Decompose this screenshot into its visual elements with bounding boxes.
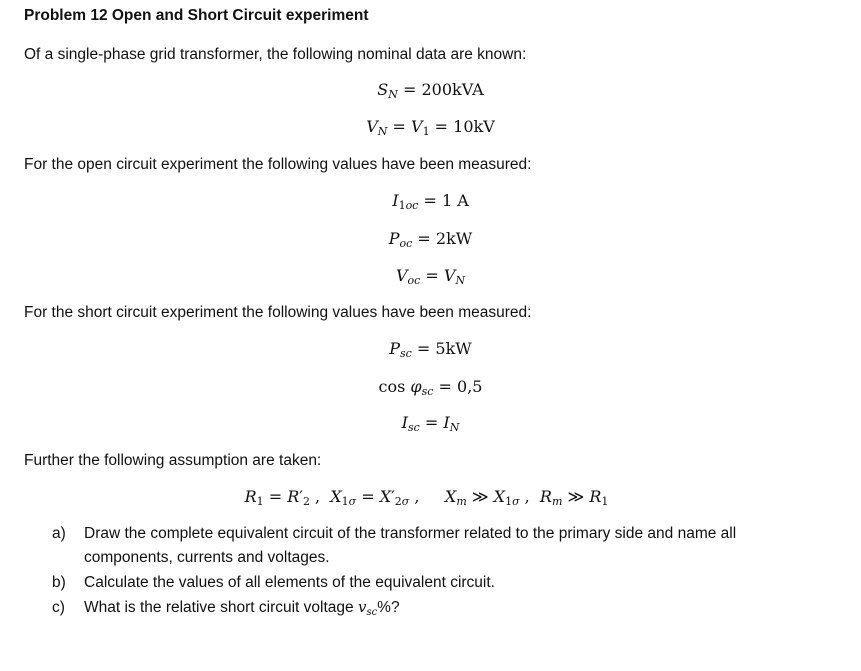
task-b-text: Calculate the values of all elements of the equivalent circuit. [84, 574, 495, 591]
psc-value: 5kW [435, 339, 472, 358]
equation-voc: $V_{oc} = V_N$ [395, 266, 466, 287]
cos-value: 0,5 [457, 377, 483, 396]
voc-value: V [443, 266, 456, 285]
task-b [52, 573, 495, 593]
open-circuit-intro: For the open circuit experiment the following values have been measured: [24, 156, 532, 173]
sn-value: 200kVA [421, 80, 484, 99]
equation-sn: $S_N = 200kVA$ [377, 80, 484, 101]
task-a-line2: components, currents and voltages. [84, 549, 330, 566]
equation-i1oc: $I_{1oc} = 1$ A [392, 191, 469, 212]
task-a-marker: a) [52, 525, 66, 542]
task-c-suffix: %? [377, 599, 400, 616]
isc-value: I [443, 413, 450, 432]
poc-value: 2kW [435, 229, 473, 248]
short-circuit-intro: For the short circuit experiment the following values have been measured: [24, 304, 532, 321]
problem-title: Problem 12 Open and Short Circuit experiment [24, 7, 369, 24]
task-a-line1: Draw the complete equivalent circuit of the transformer related to the primary side and name all [84, 525, 737, 542]
equation-isc: $I_{sc} = I_N$ [401, 413, 460, 434]
vn-value: 10kV [453, 117, 495, 136]
equation-poc: $P_{oc} = 2kW$ [388, 229, 473, 250]
equation-assumptions: $R_1 = R'_2$ , $X_{1\sigma} = X'_{2\sigma}$ , $X_m$ ≫ $X_{1\sigma}$ , $R_m$ ≫ $R_1$ [244, 487, 609, 508]
assumption-intro: Further the following assumption are taken: [24, 452, 322, 469]
task-c-text: What is the relative short circuit voltage [84, 599, 358, 616]
i1oc-value: 1 A [441, 191, 469, 210]
task-a-cont [52, 548, 330, 568]
equation-vn: $V_N = V_1 = 10kV$ [366, 117, 495, 138]
task-c [52, 597, 400, 623]
task-a [52, 524, 736, 544]
task-c-marker: c) [52, 599, 65, 616]
equation-cos: $\cos \varphi_{sc} = 0,5$ [378, 377, 483, 398]
vsc-symbol: $v_{sc}$ [357, 598, 378, 618]
intro-text: Of a single-phase grid transformer, the following nominal data are known: [24, 46, 527, 63]
equation-psc: $P_{sc} = 5kW$ [389, 339, 472, 360]
task-b-marker: b) [52, 574, 66, 591]
